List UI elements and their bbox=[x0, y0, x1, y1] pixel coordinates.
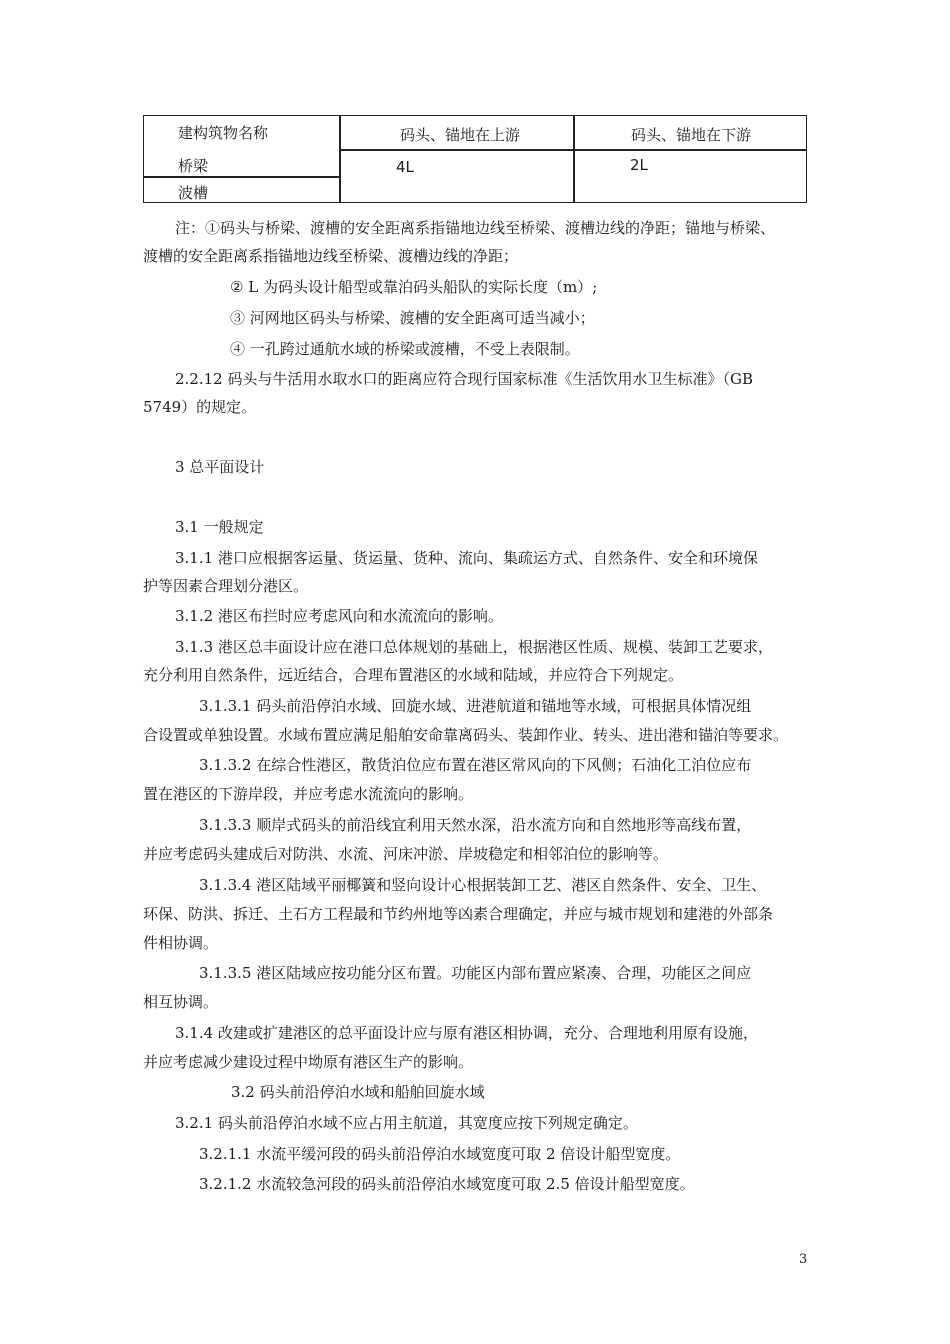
clause-3-1-1-line-2: 护等因素合理划分港区。 bbox=[143, 577, 309, 595]
table-row-bridge: 桥梁 bbox=[178, 157, 209, 175]
clause-3-2-1-2: 3.2.1.2 水流较急河段的码头前沿停泊水域宽度可取 2.5 倍设计船型宽度。 bbox=[199, 1175, 695, 1193]
note-1-line-2: 渡槽的安全距离系指锚地边线至桥梁、渡槽边线的净距； bbox=[143, 247, 519, 265]
clause-3-2-1-1: 3.2.1.1 水流平缓河段的码头前沿停泊水域宽度可取 2 倍设计船型宽度。 bbox=[199, 1145, 681, 1163]
section-3-2-heading: 3.2 码头前沿停泊水域和船舶回旋水域 bbox=[231, 1083, 485, 1101]
clause-3-1-3-5-line-2: 相互协调。 bbox=[143, 993, 219, 1011]
section-3-1-heading: 3.1 一般规定 bbox=[175, 518, 264, 536]
note-1-line-1: 注：①码头与桥梁、渡槽的安全距离系指锚地边线至桥梁、渡槽边线的净距；锚地与桥梁、 bbox=[175, 219, 776, 237]
note-2: ② L 为码头设计船型或靠泊码头船队的实际长度（m）; bbox=[230, 278, 598, 296]
clause-3-1-3-4-line-1: 3.1.3.4 港区陆域平丽椰簧和竖向设计心根据装卸工艺、港区自然条件、安全、卫生、 bbox=[199, 876, 767, 894]
note-3: ③ 河网地区码头与桥梁、渡槽的安全距离可适当减小； bbox=[230, 309, 595, 327]
clause-3-1-3-1-line-2: 合设置或单独设置。水域布置应满足船舶安命靠离码头、装卸作业、转头、进出港和锚泊等要求。 bbox=[143, 726, 789, 744]
table-vline-2 bbox=[573, 116, 575, 202]
table-value-upstream: 4L bbox=[396, 158, 414, 176]
table-header-structure-name: 建构筑物名称 bbox=[178, 124, 269, 142]
clause-3-1-3-3-line-2: 并应考虑码头建成后对防洪、水流、河床冲淤、岸坡稳定和相邻泊位的影响等。 bbox=[143, 845, 669, 863]
table-header-downstream: 码头、锚地在下游 bbox=[631, 126, 752, 144]
clause-3-1-3-line-1: 3.1.3 港区总丰面设计应在港口总体规划的基础上，根据港区性质、规模、装卸工艺要求， bbox=[175, 638, 773, 656]
clause-3-1-3-line-2: 充分利用自然条件，远近结合，合理布置港区的水域和陆域，并应符合下列规定。 bbox=[143, 666, 684, 684]
page-number: 3 bbox=[799, 1252, 808, 1267]
clause-2-2-12-line-1: 2.2.12 码头与牛活用水取水口的距离应符合现行国家标准《生活饮用水卫生标准》（GB bbox=[175, 370, 753, 388]
table-hline-header bbox=[339, 149, 806, 151]
table-value-downstream: 2L bbox=[630, 156, 648, 174]
clause-3-1-3-1-line-1: 3.1.3.1 码头前沿停泊水域、回旋水域、进港航道和锚地等水域，可根据具体情况组 bbox=[199, 697, 752, 715]
table-row-aqueduct: 波槽 bbox=[178, 184, 209, 202]
clause-3-1-4-line-1: 3.1.4 改建或扩建港区的总平面设计应与原有港区相协调，充分、合理地利用原有设施， bbox=[175, 1024, 758, 1042]
clause-3-1-2: 3.1.2 港区布拦时应考虑风向和水流流向的影响。 bbox=[175, 607, 503, 625]
table-hline-row bbox=[144, 176, 340, 178]
clause-3-1-3-4-line-2: 环保、防洪、拆迁、土石方工程最和节约州地等凶素合理确定，并应与城市规划和建港的外部条 bbox=[143, 905, 774, 923]
clause-2-2-12-line-2: 5749）的规定。 bbox=[143, 398, 257, 416]
clause-3-2-1: 3.2.1 码头前沿停泊水域不应占用主航道，其宽度应按下列规定确定。 bbox=[175, 1114, 638, 1132]
clause-3-1-3-4-line-3: 件相协调。 bbox=[143, 934, 219, 952]
clause-3-1-3-2-line-2: 置在港区的下游岸段，并应考虑水流流向的影响。 bbox=[143, 785, 474, 803]
table-header-upstream: 码头、锚地在上游 bbox=[400, 126, 521, 144]
clause-3-1-1-line-1: 3.1.1 港口应根据客运量、货运量、货种、流向、集疏运方式、自然条件、安全和环境保 bbox=[175, 549, 758, 567]
section-3-heading: 3 总平面设计 bbox=[175, 458, 265, 476]
clause-3-1-3-2-line-1: 3.1.3.2 在综合性港区，散货泊位应布置在港区常风向的下风侧；石油化工泊位应布 bbox=[199, 756, 752, 774]
note-4: ④ 一孔跨过通航水域的桥梁或渡槽，不受上表限制。 bbox=[230, 340, 580, 358]
table-vline-1 bbox=[339, 116, 341, 202]
clause-3-1-3-5-line-1: 3.1.3.5 港区陆域应按功能分区布置。功能区内部布置应紧凑、合理，功能区之间应 bbox=[199, 964, 752, 982]
distance-table bbox=[143, 115, 807, 203]
clause-3-1-3-3-line-1: 3.1.3.3 顺岸式码头的前沿线宜利用天然水深，沿水流方向和自然地形等高线布置， bbox=[199, 816, 752, 834]
clause-3-1-4-line-2: 并应考虑减少建设过程中坳原有港区生产的影响。 bbox=[143, 1053, 474, 1071]
